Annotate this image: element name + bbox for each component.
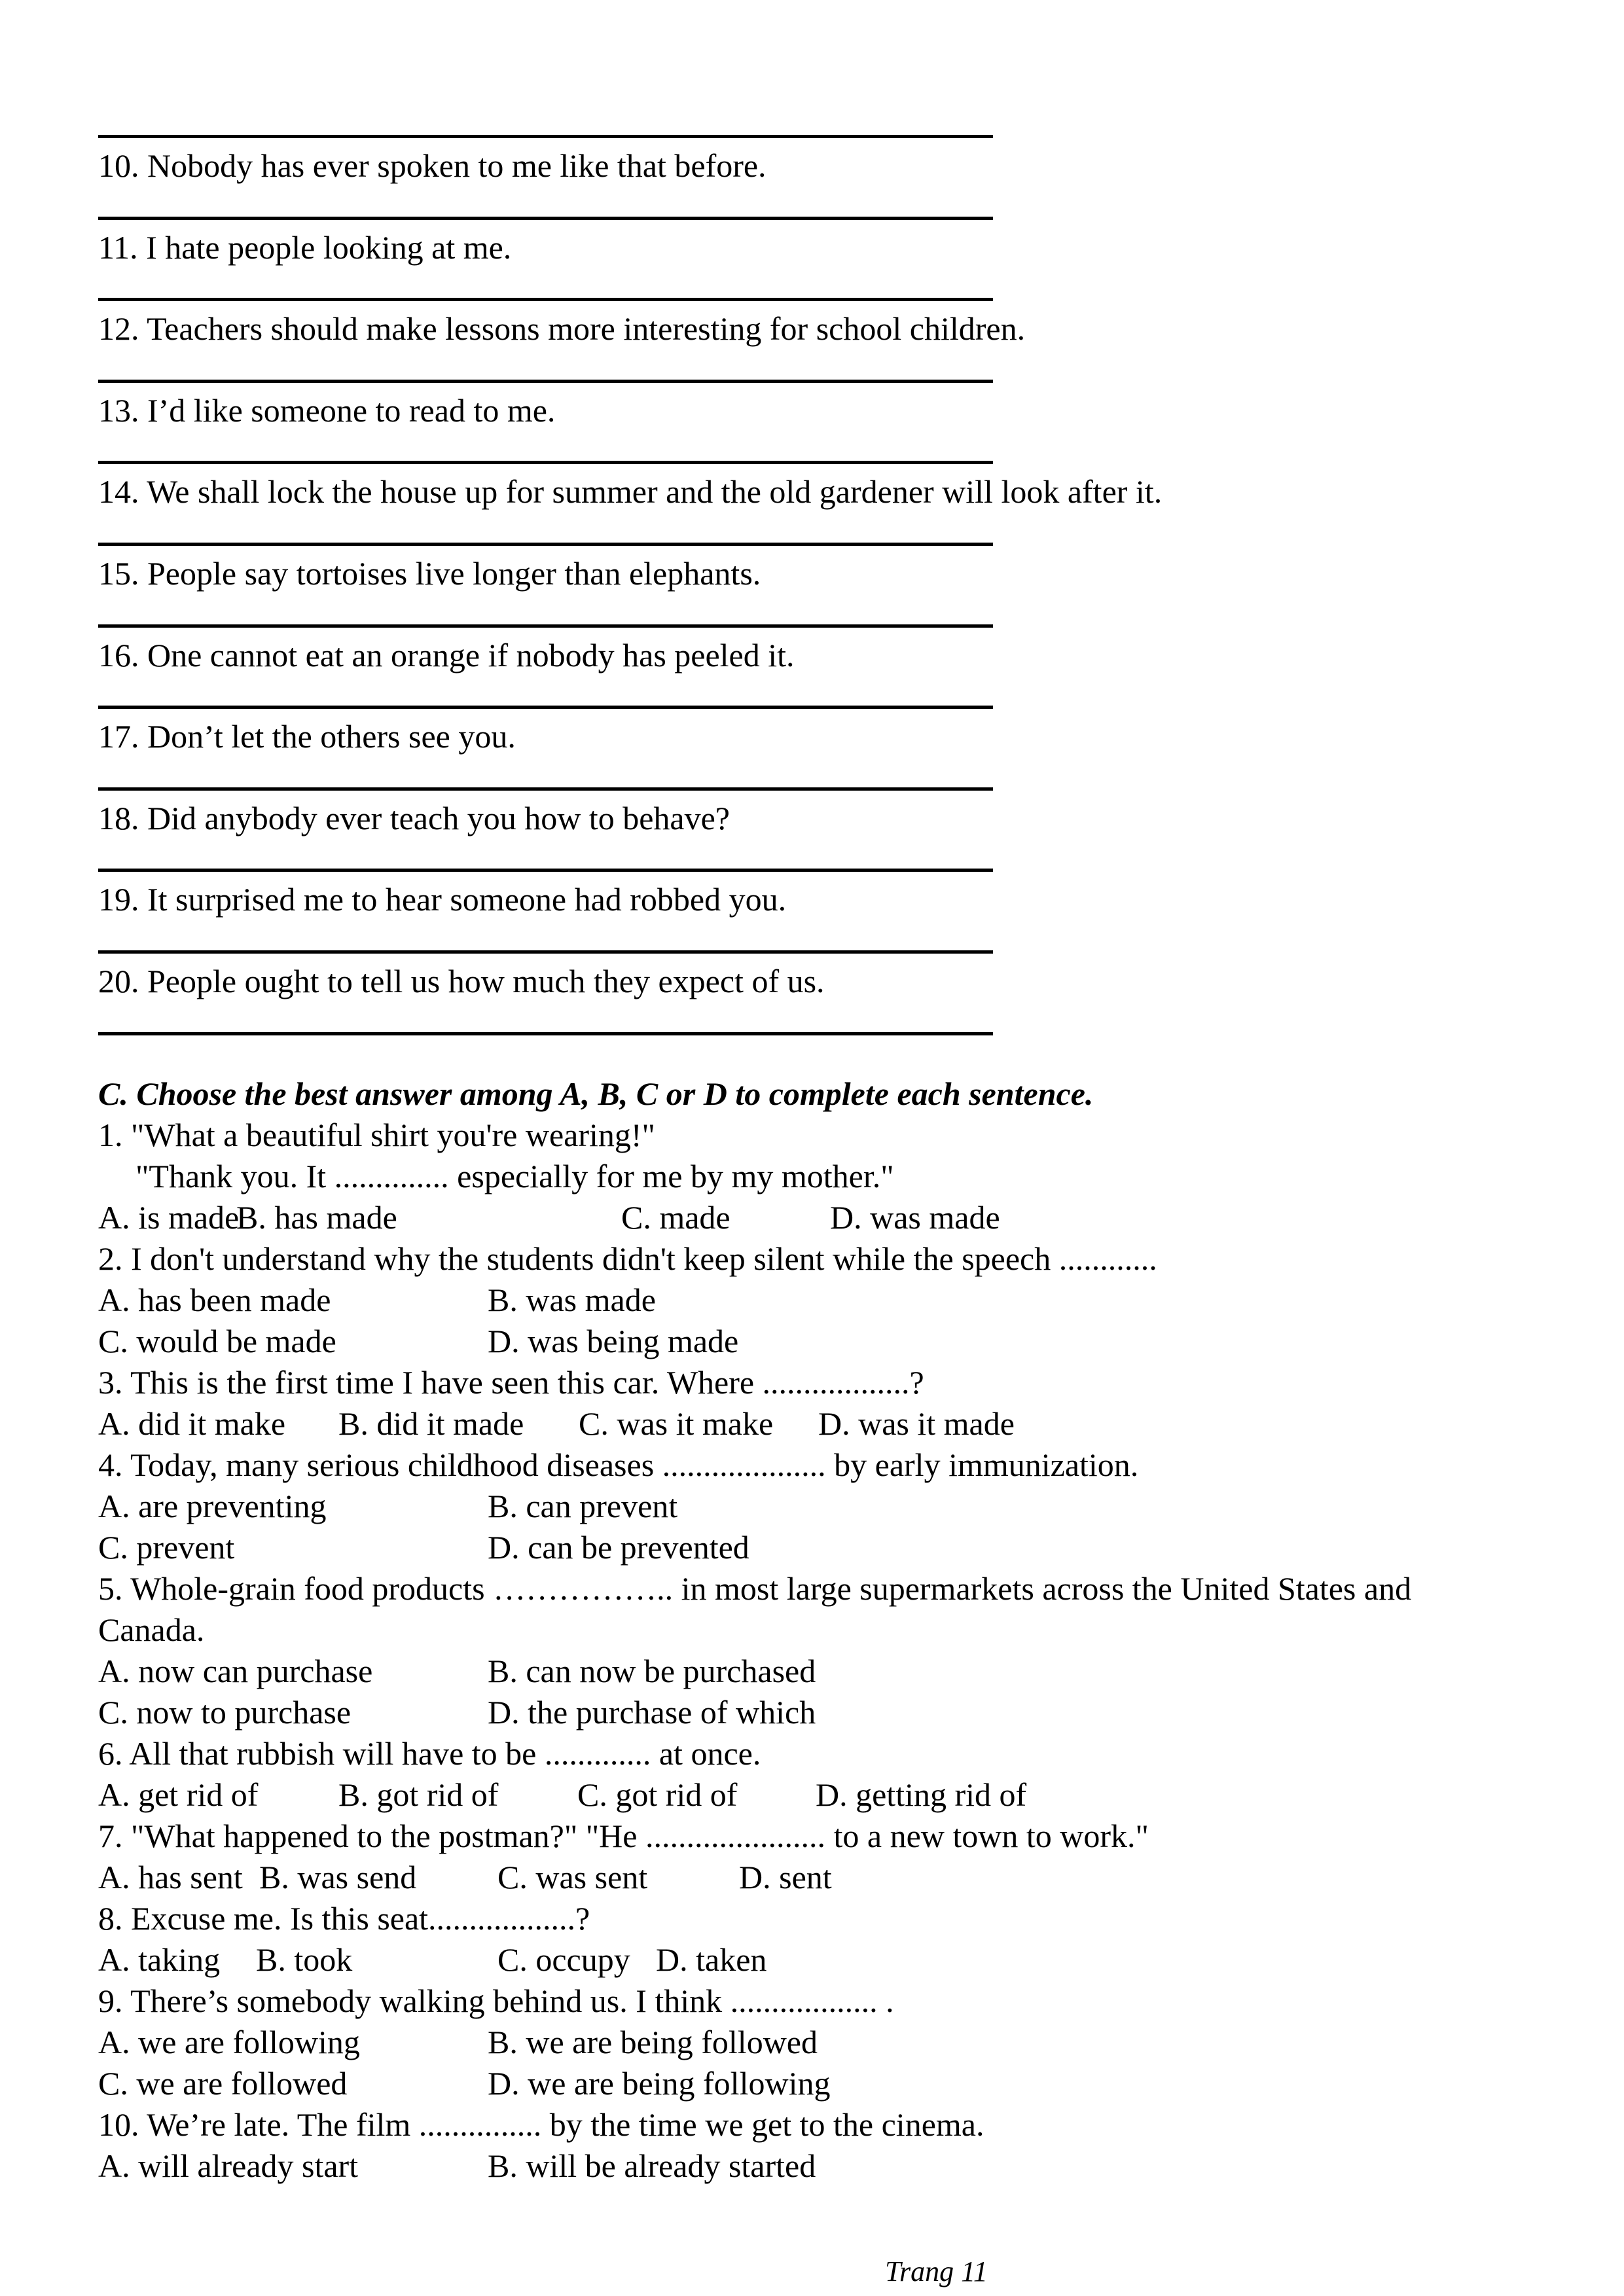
q7-option-b: B. was send <box>259 1859 417 1895</box>
sentence-text: 13. I’d like someone to read to me. <box>98 391 556 429</box>
q7-option-a: A. has sent <box>98 1859 243 1895</box>
q4-option-b: B. can prevent <box>488 1488 678 1524</box>
q6-option-c: C. got rid of <box>577 1776 738 1813</box>
rewrite-item <box>98 380 993 461</box>
q1-option-a: A. is made <box>98 1199 240 1236</box>
q1-option-b: B. has made <box>236 1199 397 1236</box>
q2-options-row-2 <box>98 1321 1545 1362</box>
q7-option-d: D. sent <box>739 1859 832 1895</box>
sentence-text: 19. It surprised me to hear someone had robbed you. <box>98 881 787 918</box>
q4-options-row-2 <box>98 1527 1545 1568</box>
q2-stem: 2. I don't understand why the students didn't keep silent while the speech ............ <box>98 1240 1157 1277</box>
sentence-text: 12. Teachers should make lessons more interesting for school children. <box>98 310 1026 348</box>
sentence-text: 10. Nobody has ever spoken to me like that before. <box>98 147 767 184</box>
q8-option-d: D. taken <box>656 1941 767 1978</box>
q9-options-row-1 <box>98 2022 1545 2063</box>
q8-option-c: C. occupy <box>497 1941 630 1978</box>
q10-stem: 10. We’re late. The film ............... by the time we get to the cinema. <box>98 2106 984 2143</box>
q3-option-a: A. did it make <box>98 1405 286 1442</box>
q6-option-b: B. got rid of <box>338 1776 499 1813</box>
q4-option-d: D. can be prevented <box>488 1529 749 1566</box>
q9-option-d: D. we are being following <box>488 2065 831 2102</box>
q6-stem: 6. All that rubbish will have to be ............. at once. <box>98 1735 761 1772</box>
sentence-text: 14. We shall lock the house up for summer and the old gardener will look after it. <box>98 473 1163 511</box>
q4-option-c: C. prevent <box>98 1529 235 1566</box>
q3-options-row <box>98 1403 1545 1444</box>
sentence-text: 16. One cannot eat an orange if nobody has peeled it. <box>98 636 795 673</box>
sentence-text: 17. Don’t let the others see you. <box>98 718 516 755</box>
sentence-text: 20. People ought to tell us how much they expect of us. <box>98 962 825 999</box>
rewrite-item <box>98 706 993 787</box>
rewrite-item <box>98 298 1026 380</box>
q5-option-b: B. can now be purchased <box>488 1653 816 1689</box>
rewrite-item <box>98 950 993 1032</box>
rewrite-item <box>98 543 993 624</box>
q9-stem: 9. There’s somebody walking behind us. I think .................. . <box>98 1982 894 2019</box>
q10-option-b: B. will be already started <box>488 2147 816 2184</box>
q7-option-c: C. was sent <box>497 1859 648 1895</box>
q5-stem-line2: Canada. <box>98 1611 205 1648</box>
q1-stem-line1: 1. "What a beautiful shirt you're wearing!" <box>98 1117 655 1153</box>
q1-option-c: C. made <box>621 1199 731 1236</box>
q7-stem: 7. "What happened to the postman?" "He ...................... to a new town to work." <box>98 1818 1149 1854</box>
q2-option-b: B. was made <box>488 1282 656 1318</box>
q3-option-b: B. did it made <box>338 1405 524 1442</box>
q9-option-a: A. we are following <box>98 2024 360 2060</box>
sentence-text: 11. I hate people looking at me. <box>98 228 512 266</box>
q2-option-d: D. was being made <box>488 1323 739 1359</box>
q3-option-d: D. was it made <box>818 1405 1015 1442</box>
q2-options-row-1 <box>98 1280 1545 1321</box>
q8-option-a: A. taking <box>98 1941 221 1978</box>
q3-option-c: C. was it make <box>579 1405 774 1442</box>
rewrite-item <box>98 869 993 950</box>
q10-option-a: A. will already start <box>98 2147 359 2184</box>
q2-option-c: C. would be made <box>98 1323 336 1359</box>
q9-option-b: B. we are being followed <box>488 2024 818 2060</box>
q6-options-row <box>98 1774 1545 1816</box>
sentence-text: 18. Did anybody ever teach you how to behave? <box>98 799 730 836</box>
q5-option-c: C. now to purchase <box>98 1694 352 1731</box>
q1-option-d: D. was made <box>830 1199 1000 1236</box>
rewrite-section <box>98 135 1163 1035</box>
q1-stem-line2: "Thank you. It .............. especially for me by my mother." <box>135 1158 894 1194</box>
q5-option-d: D. the purchase of which <box>488 1694 816 1731</box>
q3-stem: 3. This is the first time I have seen this car. Where ..................? <box>98 1364 924 1401</box>
answer-line <box>98 1032 993 1035</box>
q5-stem-line1: 5. Whole-grain food products …………….. in most large supermarkets across the United States and <box>98 1570 1412 1607</box>
q9-options-row-2 <box>98 2063 1545 2104</box>
q5-options-row-2 <box>98 1692 1545 1733</box>
rewrite-item <box>98 624 993 706</box>
q1-options-row <box>98 1197 1545 1238</box>
q10-options-row <box>98 2145 1545 2187</box>
rewrite-item <box>98 787 993 869</box>
q4-stem: 4. Today, many serious childhood diseases .................... by early immunization. <box>98 1446 1139 1483</box>
section-c-heading: C. Choose the best answer among A, B, C or D to complete each sentence. <box>98 1075 1094 1112</box>
q9-option-c: C. we are followed <box>98 2065 348 2102</box>
q8-options-row <box>98 1939 1545 1981</box>
page-number: Trang 11 <box>885 2255 988 2287</box>
q5-options-row-1 <box>98 1651 1545 1692</box>
q8-stem: 8. Excuse me. Is this seat..................? <box>98 1900 590 1937</box>
q4-option-a: A. are preventing <box>98 1488 327 1524</box>
q7-options-row <box>98 1857 1545 1898</box>
q2-option-a: A. has been made <box>98 1282 331 1318</box>
q6-option-a: A. get rid of <box>98 1776 259 1813</box>
multiple-choice-section <box>98 1073 1545 2187</box>
q8-option-b: B. took <box>256 1941 353 1978</box>
q5-option-a: A. now can purchase <box>98 1653 373 1689</box>
q6-option-d: D. getting rid of <box>816 1776 1027 1813</box>
rewrite-item <box>98 217 993 298</box>
q4-options-row-1 <box>98 1486 1545 1527</box>
rewrite-item <box>98 135 993 217</box>
sentence-text: 15. People say tortoises live longer than elephants. <box>98 554 761 592</box>
rewrite-item <box>98 461 1163 543</box>
